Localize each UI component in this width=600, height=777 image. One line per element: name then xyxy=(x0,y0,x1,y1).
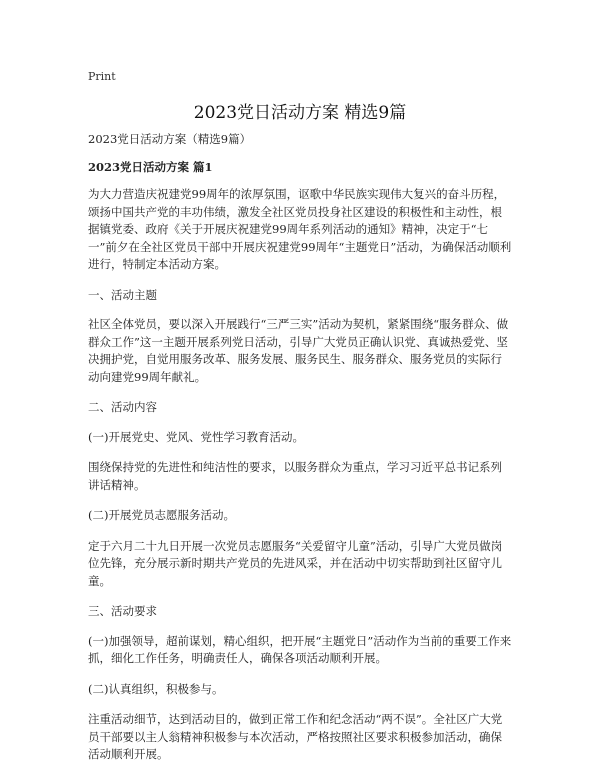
heading-activity-theme: 一、活动主题 xyxy=(88,287,157,302)
paragraph-organize-participate: 注重活动细节，达到活动目的，做到正常工作和纪念活动“两不误”。全社区广大党员干部要以主人翁精神积极参与本次活动，严格按照社区要求积极参加活动，确保活动顺利开展。 xyxy=(88,712,503,761)
subheading-study-education: (一)开展党史、党风、党性学习教育活动。 xyxy=(88,429,304,444)
paragraph-study-education: 围绕保持党的先进性和纯洁性的要求，以服务群众为重点，学习习近平总书记系列讲话精神。 xyxy=(88,460,502,492)
print-link[interactable]: Print xyxy=(88,70,116,83)
document-body xyxy=(88,131,512,777)
intro-paragraph: 为大力营造庆祝建党99周年的浓厚氛围，讴歌中华民族实现伟大复兴的奋斗历程，颂扬中国共产党的丰功伟绩，激发全社区党员投身社区建设的积极性和主动性，根据镇党委、政府《关于开展庆祝建党99周年系列活动的通知》精神，决定于“七一”前夕在全社区党员干部中开展庆祝建党99周年“主题党日”活动，为确保活动顺利进行，特制定本活动方案。 xyxy=(88,187,512,271)
section-title: 2023党日活动方案 篇1 xyxy=(88,159,213,174)
subheading-organize-participate: (二)认真组织，积极参与。 xyxy=(88,681,224,696)
paragraph-activity-theme: 社区全体党员，要以深入开展践行“三严三实”活动为契机，紧紧围绕“服务群众、做群众工作”这一主题开展系列党日活动，引导广大党员正确认识党、真诚热爱党、坚决拥护党，自觉用服务改革、服务发展、服务民生、服务群众、服务党员的实际行动向建党99周年献礼。 xyxy=(88,317,509,384)
document-subtitle: 2023党日活动方案（精选9篇） xyxy=(88,132,252,146)
page-title: 2023党日活动方案 精选9篇 xyxy=(193,103,407,123)
heading-activity-requirements: 三、活动要求 xyxy=(88,604,157,618)
paragraph-strengthen-leadership: (一)加强领导，超前谋划，精心组织，把开展“主题党日”活动作为当前的重要工作来抓，细化工作任务，明确责任人，确保各项活动顺利开展。 xyxy=(88,633,512,665)
subheading-volunteer-service: (二)开展党员志愿服务活动。 xyxy=(88,508,235,522)
heading-activity-content: 二、活动内容 xyxy=(88,400,157,414)
paragraph-volunteer-service: 定于六月二十九日开展一次党员志愿服务“关爱留守儿童”活动，引导广大党员做岗位先锋，充分展示新时期共产党员的先进风采，并在活动中切实帮助到社区留守儿童。 xyxy=(88,538,503,588)
